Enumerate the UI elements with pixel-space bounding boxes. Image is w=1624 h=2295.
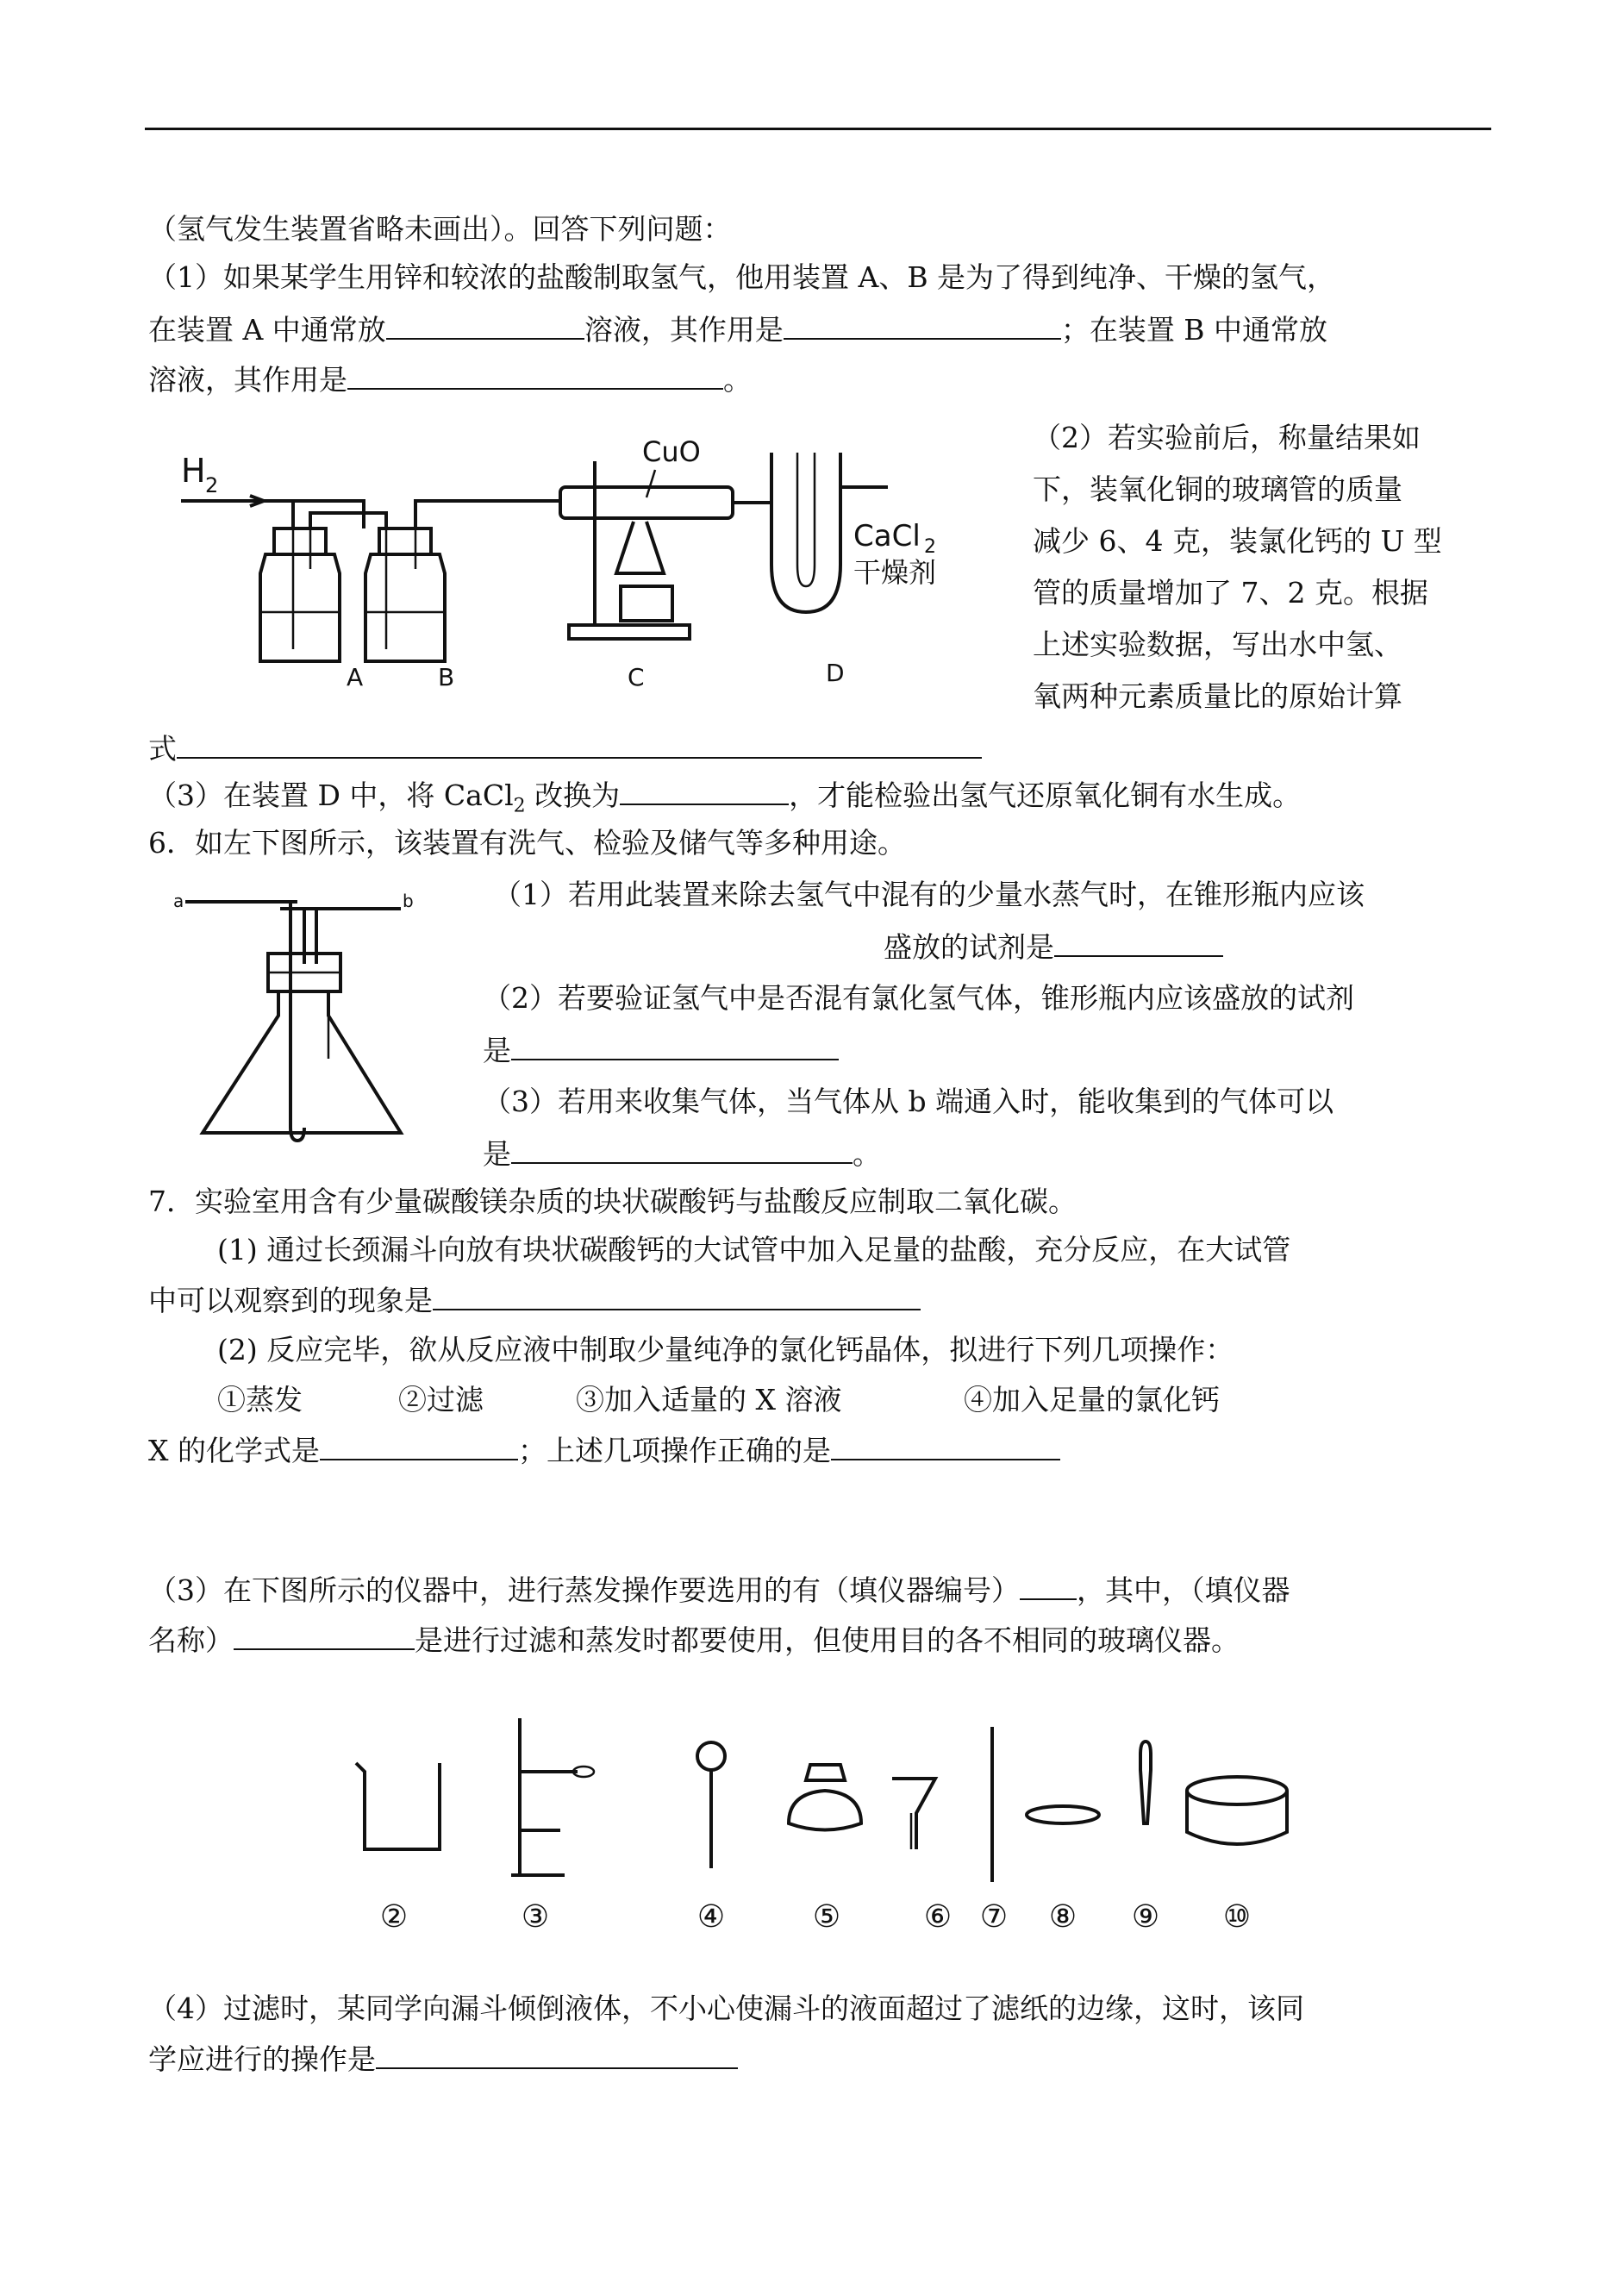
label-6: ⑥ [923,1899,953,1935]
q5-part2-line1: （2）若实验前后，称量结果如 [1033,421,1421,454]
hydrogen-apparatus-figure [164,427,937,703]
q5-part1-line1: （1）如果某学生用锌和较浓的盐酸制取氢气，他用装置 A、B 是为了得到纯净、干燥的氢气， [148,260,1336,294]
q5-part2-line3: 减少 6、4 克，装氯化钙的 U 型 [1033,524,1442,558]
label-3: ③ [521,1899,550,1935]
q7-part1-line1: (1) 通过长颈漏斗向放有块状碳酸钙的大试管中加入足量的盐酸，充分反应，在大试管 [217,1233,1291,1266]
q6-part3-line2: 是 。 [483,1137,881,1171]
blank-a-purpose[interactable] [784,312,1061,340]
blank-hcl-reagent[interactable] [511,1033,839,1060]
blank-drying-reagent[interactable] [1054,929,1223,957]
q7-part2-line3: X 的化学式是 ；上述几项操作正确的是 [148,1433,1060,1468]
svg-text:CaCl: CaCl [853,519,921,553]
label-4: ④ [696,1899,726,1935]
blank-mass-ratio[interactable] [177,731,982,759]
q7-op-3: ③加入适量的 X 溶液 [576,1383,842,1416]
q5-part2-line6: 氧两种元素质量比的原始计算 [1033,679,1402,713]
q6-part2-line1: （2）若要验证氢气中是否混有氯化氢气体，锥形瓶内应该盛放的试剂 [483,981,1354,1015]
label-b: B [438,663,455,691]
q5-part1-line2: 在装置 A 中通常放 溶液，其作用是 ；在装置 B 中通常放 [148,313,1328,347]
label-7: ⑦ [979,1899,1009,1935]
q6-title: 6．如左下图所示，该装置有洗气、检验及储气等多种用途。 [148,826,906,860]
q7-part4-line2: 学应进行的操作是 [148,2042,738,2077]
blank-filter-operation[interactable] [376,2042,738,2069]
q5-intro: （氢气发生装置省略未画出）。回答下列问题： [148,212,732,246]
q5-part2-line5: 上述实验数据，写出水中氢、 [1033,628,1402,661]
svg-text:b: b [403,891,414,911]
blank-instrument-numbers[interactable] [1020,1573,1077,1600]
blank-observation[interactable] [433,1283,921,1310]
instruments-figure [340,1711,1297,1944]
q6-part2-line2: 是 [483,1033,839,1068]
svg-text:2: 2 [924,536,936,558]
q7-part2-line1: (2) 反应完毕，欲从反应液中制取少量纯净的氯化钙晶体，拟进行下列几项操作： [217,1333,1234,1366]
blank-instrument-name[interactable] [234,1623,415,1650]
label-c: C [628,663,645,691]
blank-collected-gas[interactable] [511,1136,853,1164]
blank-x-formula[interactable] [320,1433,518,1460]
label-9: ⑨ [1131,1899,1160,1935]
conical-flask-figure [168,878,435,1154]
q6-part1-line1: （1）若用此装置来除去氢气中混有的少量水蒸气时，在锥形瓶内应该 [493,878,1365,911]
q5-part1-line3: 溶液，其作用是 。 [148,363,752,397]
q7-title: 7．实验室用含有少量碳酸镁杂质的块状碳酸钙与盐酸反应制取二氧化碳。 [148,1185,1077,1218]
q5-part2-line2: 下，装氧化铜的玻璃管的质量 [1033,472,1402,506]
label-5: ⑤ [812,1899,841,1935]
q6-part3-line1: （3）若用来收集气体，当气体从 b 端通入时，能收集到的气体可以 [483,1085,1334,1118]
blank-operation-order[interactable] [831,1433,1060,1460]
blank-b-purpose[interactable] [347,362,723,390]
label-d: D [826,659,845,687]
label-10: ⑩ [1222,1899,1252,1935]
label-2: ② [379,1899,409,1935]
blank-replacement[interactable] [620,778,789,805]
q7-op-1: ①蒸发 [217,1383,303,1416]
svg-text:CuO: CuO [642,435,701,468]
label-8: ⑧ [1048,1899,1077,1935]
svg-text:a: a [173,891,184,911]
label-a: A [347,663,364,691]
q7-op-2: ②过滤 [398,1383,484,1416]
q7-part3-line2: 名称） 是进行过滤和蒸发时都要使用，但使用目的各不相同的玻璃仪器。 [148,1623,1240,1657]
q6-part1-line2: 盛放的试剂是 [884,929,1223,965]
svg-text:H: H [181,452,206,490]
q5-part2-end: 式 [148,731,982,766]
q7-part4-line1: （4）过滤时，某同学向漏斗倾倒液体，不小心使漏斗的液面超过了滤纸的边缘，这时，该同 [148,1992,1304,2025]
svg-text:2: 2 [205,473,219,497]
q7-part3-line1: （3）在下图所示的仪器中，进行蒸发操作要选用的有（填仪器编号） ，其中，（填仪器 [148,1573,1290,1607]
header-rule [145,128,1491,130]
q5-part3: （3）在装置 D 中，将 CaCl$_2$ 改换为 ，才能检验出氢气还原氧化铜有水生成。 [148,779,1302,817]
q7-part1-line2: 中可以观察到的现象是 [148,1283,921,1318]
q5-part2-line4: 管的质量增加了 7、2 克。根据 [1033,576,1428,610]
q7-op-4: ④加入足量的氯化钙 [964,1383,1220,1416]
blank-a-solution[interactable] [386,312,584,340]
svg-text:干燥剂: 干燥剂 [853,556,937,589]
